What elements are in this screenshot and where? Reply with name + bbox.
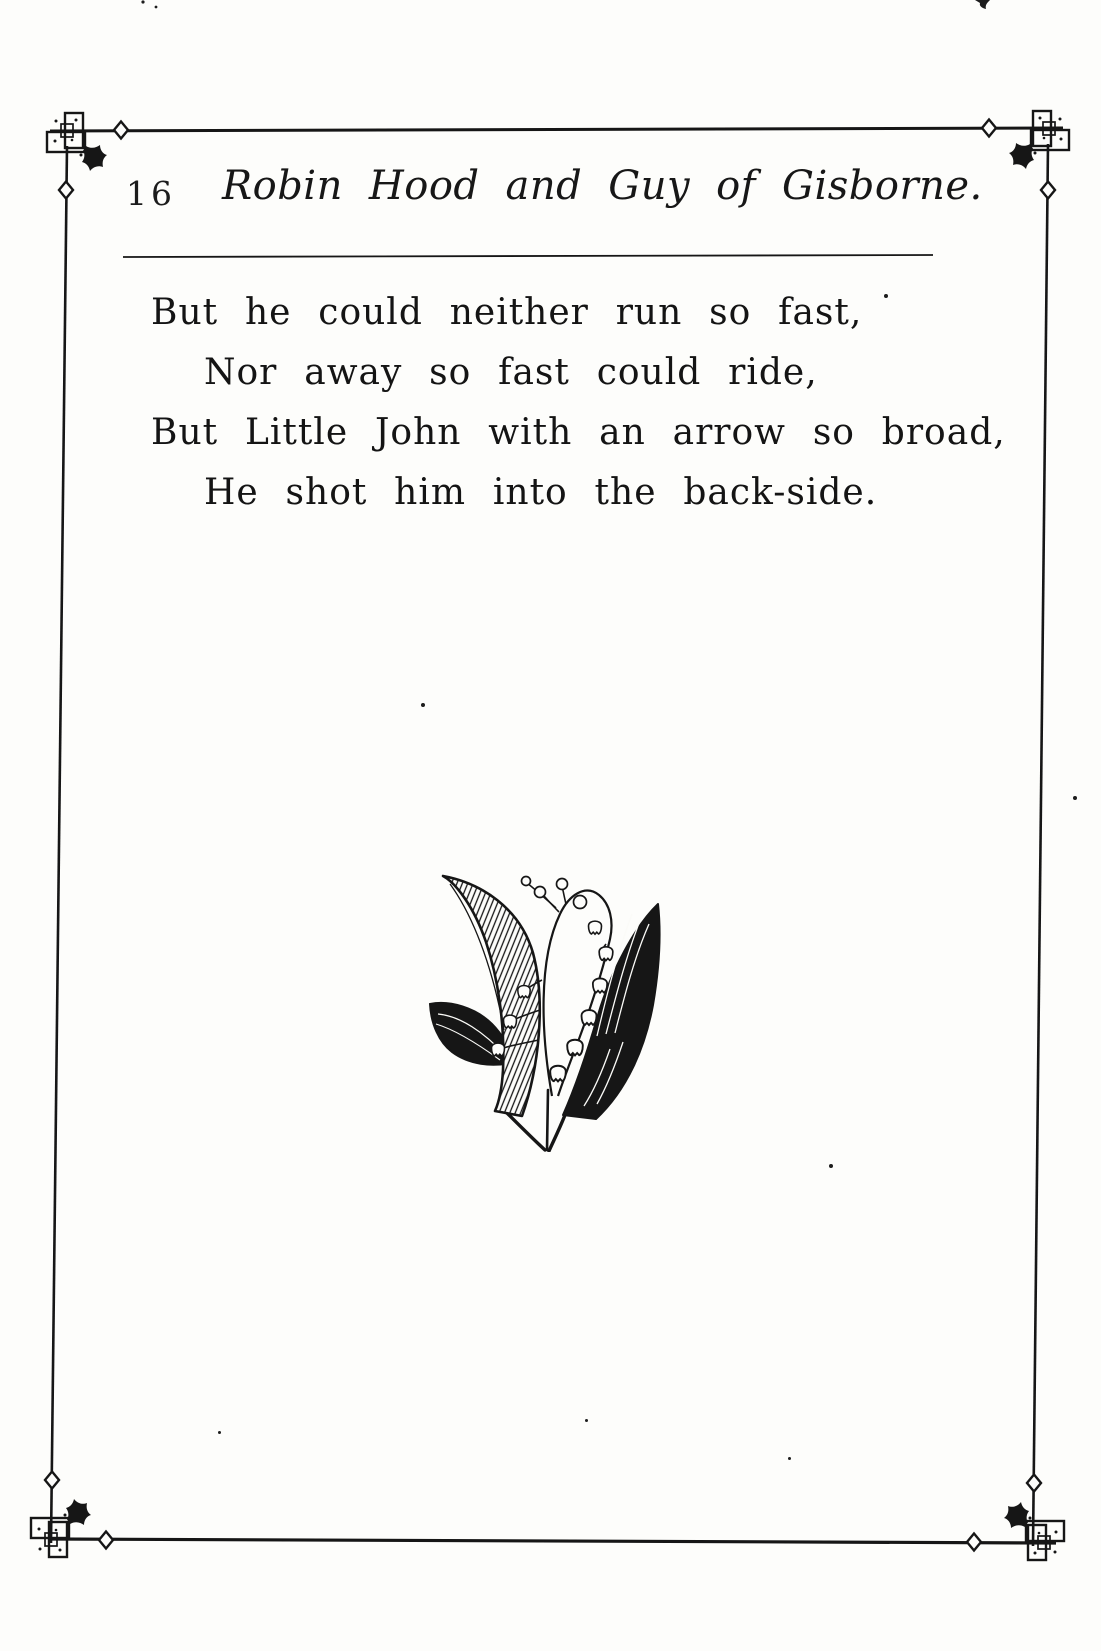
lily-of-the-valley-illustration (420, 852, 670, 1152)
header-rule (123, 255, 933, 257)
bell-flower (567, 1040, 583, 1056)
bell-flower (518, 985, 530, 997)
verse-line-1: But he could neither run so fast, (151, 292, 863, 333)
bell-flower (492, 1043, 505, 1056)
bell-flower (589, 921, 602, 934)
ivy-leaf-cross-ornament-bottom-left (31, 1499, 91, 1557)
diamond-ornament (45, 1472, 59, 1489)
diamond-ornament (114, 122, 128, 139)
verse-line-3: But Little John with an arrow so broad, (151, 412, 1006, 453)
diamond-ornament (982, 120, 996, 137)
scan-specks (141, 0, 990, 9)
bell-flower (582, 1010, 597, 1025)
flower-bud (557, 879, 568, 890)
verse-line-2: Nor away so fast could ride, (204, 352, 818, 393)
bell-flower (550, 1066, 566, 1082)
verse-line-4: He shot him into the back-side. (204, 472, 878, 513)
diamond-ornament (99, 1532, 113, 1549)
scan-speck (829, 1164, 833, 1168)
bell-flower (599, 947, 613, 961)
flower-bud (574, 896, 587, 909)
page-number: 16 (126, 174, 176, 213)
scan-speck (1073, 796, 1077, 800)
flower-bud (522, 877, 531, 886)
bell-flower (504, 1015, 517, 1028)
scan-speck (218, 1431, 221, 1434)
bell-flower (593, 978, 607, 992)
ivy-leaf-cross-ornament-top-right (1009, 111, 1069, 169)
ivy-leaf-cross-ornament-top-left (47, 113, 107, 171)
scan-speck (585, 1419, 588, 1422)
running-header-title: Robin Hood and Guy of Gisborne. (222, 163, 983, 209)
scan-speck (884, 294, 888, 298)
diamond-ornament (1027, 1475, 1041, 1492)
diamond-ornament (1041, 182, 1055, 199)
flower-bud (535, 887, 546, 898)
scan-speck (788, 1457, 791, 1460)
verse-stanza (151, 283, 1006, 523)
scan-speck (421, 703, 425, 707)
diamond-ornament (59, 182, 73, 199)
diamond-ornament (967, 1534, 981, 1551)
